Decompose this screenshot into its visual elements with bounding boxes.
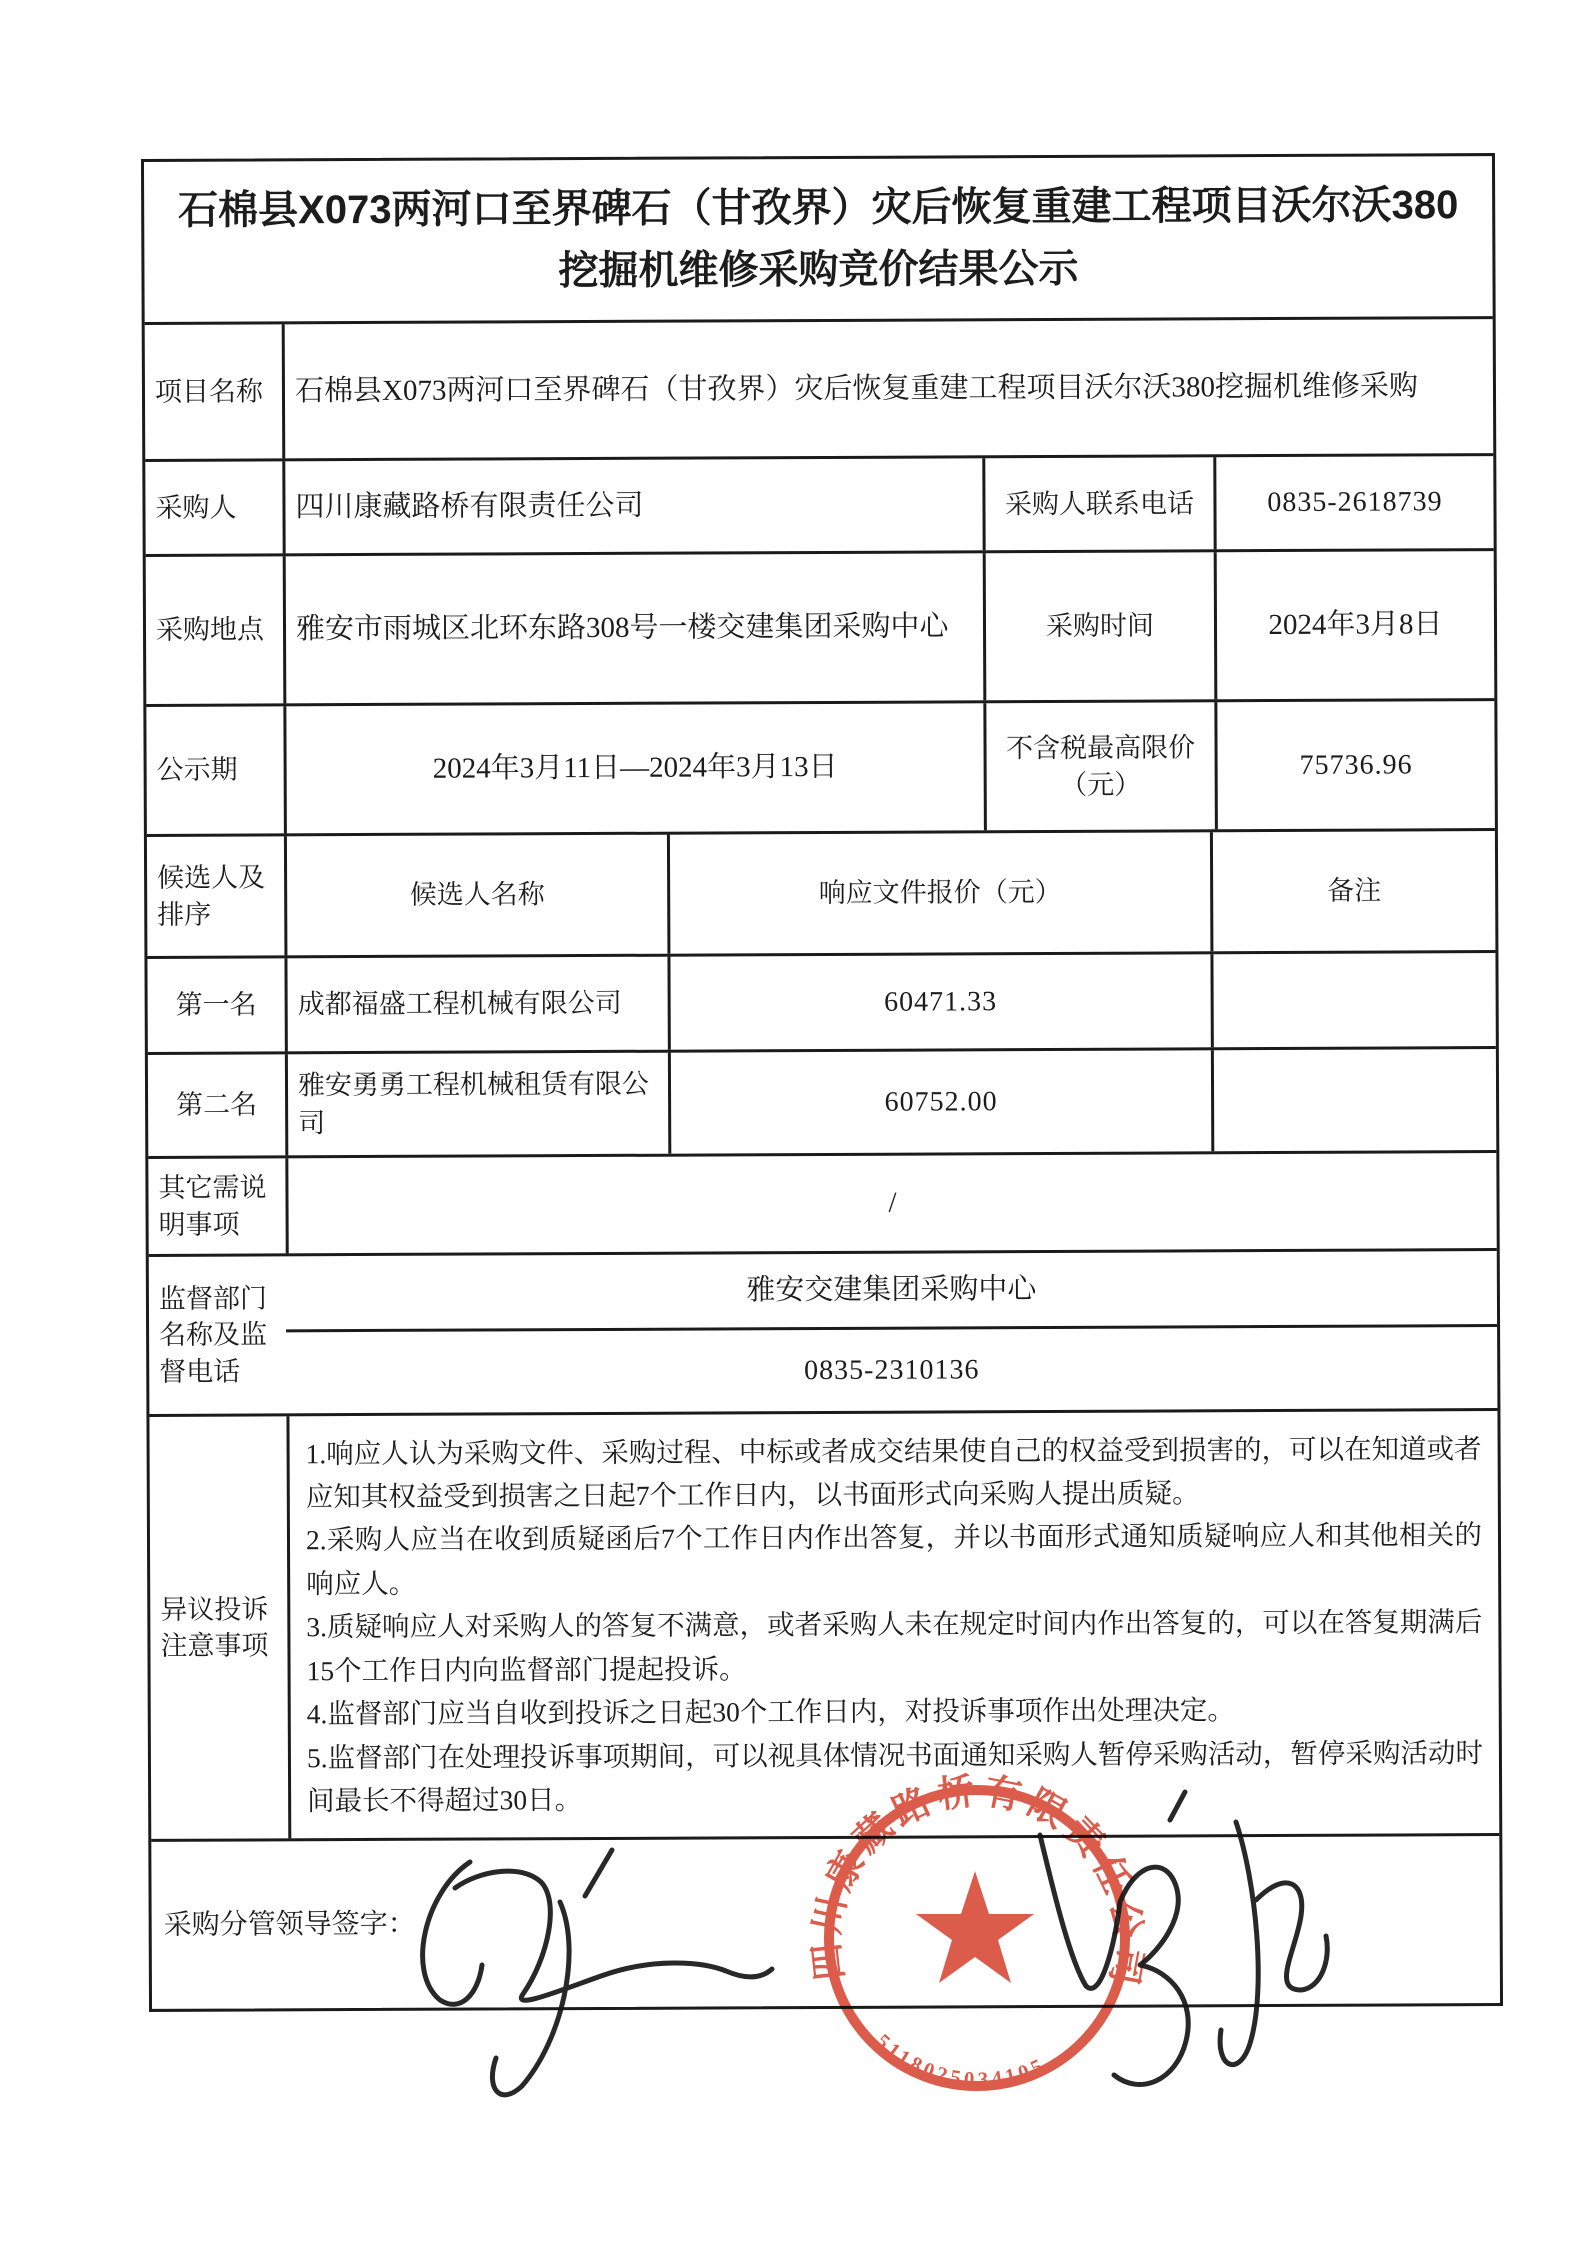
svg-text:5118025034105 [871, 2029, 1050, 2091]
document-title [144, 156, 1493, 322]
publicity-row [146, 698, 1495, 834]
seal-company-text: 四川康藏路桥有限责任公司 [806, 1770, 1149, 1994]
purchaser-phone-label: 采购人联系电话 [982, 457, 1213, 550]
candidate-price: 60752.00 [668, 1050, 1211, 1153]
candidates-rank-header: 候选人及排序 [157, 862, 266, 930]
candidate-rank: 第二名 [176, 1089, 258, 1121]
purchase-time-label: 采购时间 [983, 552, 1215, 700]
candidate-note [1210, 953, 1495, 1047]
document-title-line1: 石棉县X073两河口至界碑石（甘孜界）灾后恢复重建工程项目沃尔沃380 [178, 183, 1459, 233]
objection-item: 3.质疑响应人对采购人的答复不满意，或者采购人未在规定时间内作出答复的，可以在答复期满后15个工作日内向监督部门提起投诉。 [306, 1606, 1483, 1686]
candidate-row [148, 1046, 1496, 1156]
candidate-note [1211, 1049, 1496, 1151]
signature-row [151, 1833, 1500, 2009]
supervision-row [149, 1248, 1498, 1414]
purchaser-value: 四川康藏路桥有限责任公司 [282, 458, 982, 553]
publicity-period: 2024年3月11日—2024年3月13日 [283, 703, 984, 833]
purchaser-row [145, 453, 1493, 554]
max-price-label: 不含税最高限价（元） [983, 702, 1215, 830]
other-notes-value: / [285, 1153, 1496, 1253]
candidate-row [147, 950, 1495, 1052]
purchaser-phone-value: 0835-2618739 [1213, 456, 1493, 549]
objection-row [149, 1408, 1499, 1839]
document-title-line2: 挖掘机维修采购竞价结果公示 [558, 246, 1079, 294]
project-name-label: 项目名称 [154, 376, 264, 407]
supervision-department: 雅安交建集团采购中心 [746, 1273, 1037, 1307]
supervision-phone: 0835-2310136 [286, 1324, 1497, 1413]
project-name-value: 石棉县X073两河口至界碑石（甘孜界）灾后恢复重建工程项目沃尔沃380挖掘机维修采购 [282, 319, 1494, 458]
supervision-label: 监督部门名称及监督电话 [158, 1283, 268, 1387]
objection-item: 4.监督部门应当自收到投诉之日起30个工作日内，对投诉事项作出处理决定。 [306, 1694, 1235, 1730]
other-notes-label: 其它需说明事项 [158, 1172, 267, 1240]
candidates-price-header: 响应文件报价（元） [667, 832, 1211, 953]
candidates-name-header: 候选人名称 [284, 835, 668, 956]
location-label: 采购地点 [155, 614, 265, 646]
objection-notice [286, 1411, 1499, 1838]
candidate-name: 雅安勇勇工程机械租赁有限公司 [285, 1053, 668, 1156]
signature-cell [151, 1836, 1500, 2009]
signature-label: 采购分管领导签字： [163, 1908, 416, 1941]
candidate-price: 60471.33 [667, 954, 1210, 1049]
announcement-table [141, 153, 1503, 2012]
purchaser-label: 采购人 [155, 492, 237, 523]
seal-serial-text: 5118025034105 [871, 2028, 1051, 2092]
candidates-header-row [147, 828, 1496, 956]
location-value: 雅安市雨城区北环东路308号一楼交建集团采购中心 [283, 553, 984, 703]
candidate-name: 成都福盛工程机械有限公司 [284, 957, 667, 1052]
other-notes-row [148, 1150, 1496, 1254]
supervision-values [286, 1251, 1498, 1413]
publicity-label: 公示期 [156, 754, 238, 786]
purchase-time-value: 2024年3月8日 [1214, 551, 1495, 699]
objection-item: 5.监督部门在处理投诉事项期间，可以视具体情况书面通知采购人暂停采购活动，暂停采购活动时间最长不得超过30日。 [306, 1736, 1483, 1817]
location-row [146, 548, 1495, 704]
title-row [144, 156, 1493, 322]
max-price-value: 75736.96 [1214, 701, 1495, 829]
objection-item: 1.响应人认为采购文件、采购过程、中标或者成交结果使自己的权益受到损害的，可以在知道或者应知其权益受到损害之日起7个工作日内，以书面形式向采购人提出质疑。 [305, 1432, 1482, 1513]
objection-item: 2.采购人应当在收到质疑函后7个工作日内作出答复，并以书面形式通知质疑响应人和其他相关的响应人。 [305, 1519, 1483, 1600]
objection-label: 异议投诉注意事项 [160, 1593, 269, 1661]
project-name-row [145, 316, 1494, 459]
candidates-note-header: 备注 [1210, 831, 1496, 951]
candidate-rank: 第一名 [175, 989, 257, 1021]
